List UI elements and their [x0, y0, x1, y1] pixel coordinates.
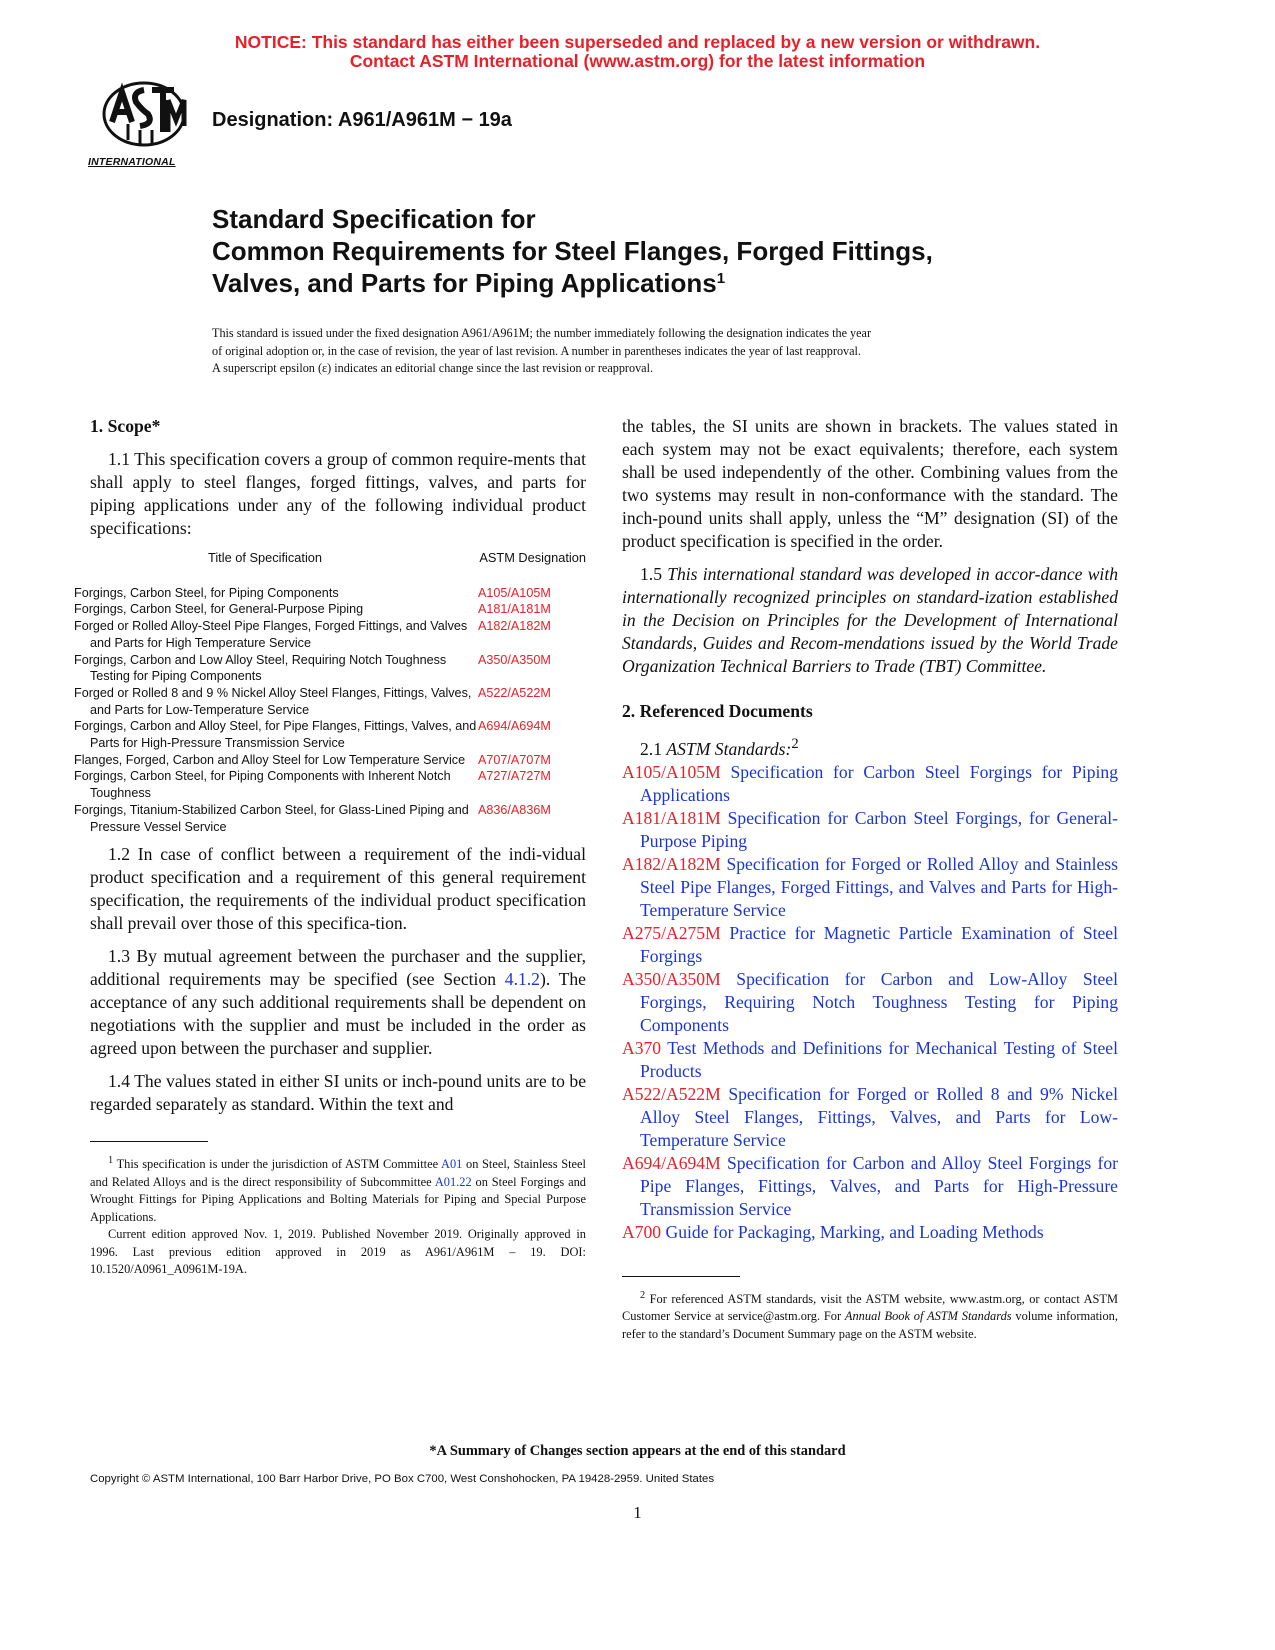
reference-code-link[interactable]: A350/A350M — [622, 968, 721, 989]
footnote-1-edition: Current edition approved Nov. 1, 2019. Published November 2019. Originally approved in 1996. Last previous edition approved in 2019 as A961/A961M – 19. DOI: 10.1520/A0961_A0961M-19A. — [90, 1227, 586, 1277]
reference-title-link[interactable]: Guide for Packaging, Marking, and Loading Methods — [665, 1221, 1044, 1242]
footnote-2 — [622, 1287, 1118, 1344]
footnote-1-text: This specification is under the jurisdiction of ASTM Committee — [113, 1157, 442, 1172]
reference-title-link[interactable]: Specification for Forged or Rolled Alloy and Stainless Steel Pipe Flanges, Forged Fittings, and Valves and Parts for High-Temperature Service — [640, 853, 1118, 920]
reference-item[interactable] — [622, 1037, 1118, 1083]
table-row — [90, 802, 586, 835]
reference-code-link[interactable]: A522/A522M — [622, 1083, 721, 1104]
table-cell-designation-link[interactable]: A694/A694M — [478, 719, 551, 734]
paragraph-1-5-number: 1.5 — [640, 564, 668, 584]
page-number: 1 — [633, 1503, 642, 1522]
footnote-2-italic: Annual Book of ASTM Standards — [844, 1309, 1012, 1324]
reference-item[interactable] — [622, 1083, 1118, 1152]
reference-code-link[interactable]: A182/A182M — [622, 853, 721, 874]
issuance-line-1: This standard is issued under the fixed designation A961/A961M; the number immediately following the designation indicates the year — [212, 326, 872, 340]
paragraph-1-5 — [622, 563, 1118, 678]
subcommittee-a01-22-link[interactable]: A01.22 — [434, 1174, 472, 1189]
reference-title-link[interactable]: Specification for Carbon and Low-Alloy Steel Forgings, Requiring Notch Toughness Testing for Piping Components — [640, 968, 1118, 1035]
paragraph-1-2: 1.2 In case of conflict between a requirement of the indi-vidual product specification and a requirement of this general requirement specification, the requirements of the individual product specification shall prevail over those of this specifica-tion. — [90, 844, 586, 934]
table-cell-title: Forgings, Carbon Steel, for Piping Components — [74, 585, 339, 600]
footnote-1-text-end: on Steel Forgings and Wrought Fittings for Piping Applications and Bolting Materials for Piping and Special Purpose Applications. — [90, 1174, 586, 1224]
footnote-2-ref[interactable]: 2 — [791, 736, 799, 752]
reference-title-link[interactable]: Test Methods and Definitions for Mechanical Testing of Steel Products — [640, 1037, 1118, 1081]
reference-item[interactable] — [622, 761, 1118, 807]
designation: Designation: A961/A961M − 19a — [212, 109, 512, 131]
table-row — [90, 652, 586, 685]
spec-table — [74, 550, 586, 835]
table-cell-title: Forgings, Carbon and Low Alloy Steel, Requiring Notch Toughness Testing for Piping Components — [74, 652, 447, 684]
spec-table-header-designation: ASTM Designation — [479, 550, 586, 565]
reference-item[interactable] — [622, 1221, 1118, 1244]
reference-item[interactable] — [622, 1152, 1118, 1221]
reference-title-link[interactable]: Specification for Forged or Rolled 8 and 9% Nickel Alloy Steel Flanges, Fittings, Valves, and Parts for Low-Temperature Service — [640, 1083, 1118, 1150]
reference-title-link[interactable]: Practice for Magnetic Particle Examination of Steel Forgings — [640, 922, 1118, 966]
footnote-2-mark: 2 — [640, 1289, 646, 1301]
table-row — [90, 685, 586, 718]
table-cell-title: Forged or Rolled 8 and 9 % Nickel Alloy Steel Flanges, Fittings, Valves, and Parts for Low-Temperature Service — [74, 685, 472, 717]
table-cell-designation-link[interactable]: A522/A522M — [478, 685, 551, 700]
astm-logo — [88, 80, 196, 172]
reference-code-link[interactable]: A694/A694M — [622, 1152, 721, 1173]
notice-line-1: NOTICE: This standard has either been superseded and replaced by a new version or withdrawn. — [234, 32, 1041, 52]
section-2-heading: 2. Referenced Documents — [622, 701, 813, 721]
table-cell-designation-link[interactable]: A707/A707M — [478, 752, 551, 767]
paragraph-1-3-text: 1.3 By mutual agreement between the purchaser and the supplier, additional requirements may be specified (see Section — [90, 946, 586, 990]
table-row — [90, 718, 586, 751]
issuance-line-2: of original adoption or, in the case of revision, the year of last revision. A number in parentheses indicates the year of last reapproval. — [212, 343, 861, 358]
left-column — [74, 415, 586, 1279]
table-row — [90, 585, 586, 602]
paragraph-1-3-text-cont: ). The acceptance of any such additional requirements shall be dependent on negotiations with the supplier and must be included in the order as agreed upon between the purchaser and supplier. — [90, 969, 586, 1059]
title-line-1: Standard Specification for — [212, 204, 536, 234]
paragraph-1-3 — [90, 945, 586, 1060]
reference-item[interactable] — [622, 853, 1118, 922]
table-row — [90, 768, 586, 801]
copyright-line: Copyright © ASTM International, 100 Barr Harbor Drive, PO Box C700, West Conshohocken, PA 19428-2959. United States — [90, 1473, 715, 1485]
title-footnote-mark[interactable]: 1 — [716, 270, 726, 287]
table-cell-title: Flanges, Forged, Carbon and Alloy Steel for Low Temperature Service — [74, 752, 466, 767]
paragraph-1-4: 1.4 The values stated in either SI units or inch-pound units are to be regarded separately as standard. Within the text and — [90, 1071, 586, 1115]
table-row — [90, 618, 586, 651]
title-line-2: Common Requirements for Steel Flanges, Forged Fittings, — [212, 236, 933, 266]
issuance-line-3: A superscript epsilon (ε) indicates an editorial change since the last revision or reapproval. — [212, 361, 654, 375]
issuance-note — [212, 325, 1067, 378]
reference-code-link[interactable]: A181/A181M — [622, 807, 721, 828]
paragraph-1-5-text: This international standard was developed in accor-dance with internationally recognized principles on standard-ization established in the Decision on Principles for the Development of International Standards, Guides and Recom-mendations issued by the World Trade Organization Technical Barriers to Trade (TBT) Committee. — [622, 564, 1119, 676]
reference-code-link[interactable]: A105/A105M — [622, 761, 721, 782]
table-cell-title: Forgings, Carbon and Alloy Steel, for Pipe Flanges, Fittings, Valves, and Parts for High-Pressure Transmission Service — [74, 719, 477, 751]
footnote-2-text-end: volume information, refer to the standard’s Document Summary page on the ASTM website. — [622, 1309, 1118, 1341]
paragraph-1-4-continued: the tables, the SI units are shown in brackets. The values stated in each system may not be exact equivalents; therefore, each system shall be used independently of the other. Combining values from the two systems may result in non-conformance with the standard. The inch-pound units shall apply, unless the “M” designation (SI) of the product specification is specified in the order. — [622, 416, 1118, 551]
table-cell-designation-link[interactable]: A105/A105M — [478, 585, 551, 600]
logo-international-text: INTERNATIONAL — [88, 156, 176, 168]
notice-banner — [0, 33, 1275, 71]
table-cell-designation-link[interactable]: A182/A182M — [478, 619, 551, 634]
astm-standards-subheading — [622, 733, 1118, 761]
reference-title-link[interactable]: Specification for Carbon Steel Forgings for Piping Applications — [640, 761, 1118, 805]
spec-table-header-title: Title of Specification — [208, 550, 323, 565]
committee-a01-link[interactable]: A01 — [441, 1157, 463, 1172]
table-cell-designation-link[interactable]: A727/A727M — [478, 769, 551, 784]
section-1-heading: 1. Scope* — [90, 416, 161, 436]
table-cell-title: Forgings, Titanium-Stabilized Carbon Steel, for Glass-Lined Piping and Pressure Vessel Service — [74, 802, 469, 834]
table-cell-title: Forged or Rolled Alloy-Steel Pipe Flanges, Forged Fittings, and Valves and Parts for High Temperature Service — [74, 619, 468, 650]
table-cell-designation-link[interactable]: A181/A181M — [478, 602, 551, 617]
reference-code-link[interactable]: A370 — [622, 1037, 662, 1058]
subheading-number: 2.1 — [640, 738, 667, 759]
document-title — [212, 203, 933, 299]
reference-item[interactable] — [622, 807, 1118, 853]
summary-of-changes-note: *A Summary of Changes section appears at the end of this standard — [429, 1443, 846, 1459]
right-column — [622, 415, 1118, 1343]
section-4-1-2-link[interactable]: 4.1.2 — [504, 969, 540, 990]
footnote-2-text: For referenced ASTM standards, visit the ASTM website, www.astm.org, or contact ASTM Customer Service at service@astm.org. For — [622, 1291, 1118, 1324]
reference-title-link[interactable]: Specification for Carbon Steel Forgings, for General-Purpose Piping — [640, 807, 1118, 851]
reference-item[interactable] — [622, 922, 1118, 968]
table-row — [90, 601, 586, 618]
footnote-1-text-cont: on Steel, Stainless Steel and Related Alloys and is the direct responsibility of Subcommittee — [90, 1157, 586, 1189]
reference-item[interactable] — [622, 968, 1118, 1037]
table-row — [90, 752, 586, 769]
table-cell-designation-link[interactable]: A836/A836M — [478, 802, 551, 817]
reference-title-link[interactable]: Specification for Carbon and Alloy Steel Forgings for Pipe Flanges, Fittings, Valves, and Parts for High-Pressure Transmission Service — [640, 1152, 1118, 1219]
footnote-1-mark: 1 — [108, 1155, 114, 1167]
reference-code-link[interactable]: A700 — [622, 1221, 662, 1242]
subheading-title: ASTM Standards: — [666, 738, 792, 759]
table-cell-title: Forgings, Carbon Steel, for Piping Components with Inherent Notch Toughness — [74, 769, 451, 801]
paragraph-1-1: 1.1 This specification covers a group of common require-ments that shall apply to steel flanges, forged fittings, valves, and parts for piping applications under any of the following individual product specifications: — [90, 449, 586, 538]
table-cell-title: Forgings, Carbon Steel, for General-Purpose Piping — [74, 602, 364, 617]
footnote-1 — [90, 1152, 586, 1226]
notice-line-2[interactable]: Contact ASTM International (www.astm.org) for the latest information — [349, 51, 926, 71]
reference-code-link[interactable]: A275/A275M — [622, 922, 721, 943]
table-cell-designation-link[interactable]: A350/A350M — [478, 652, 551, 667]
title-line-3: Valves, and Parts for Piping Applications — [212, 268, 717, 298]
